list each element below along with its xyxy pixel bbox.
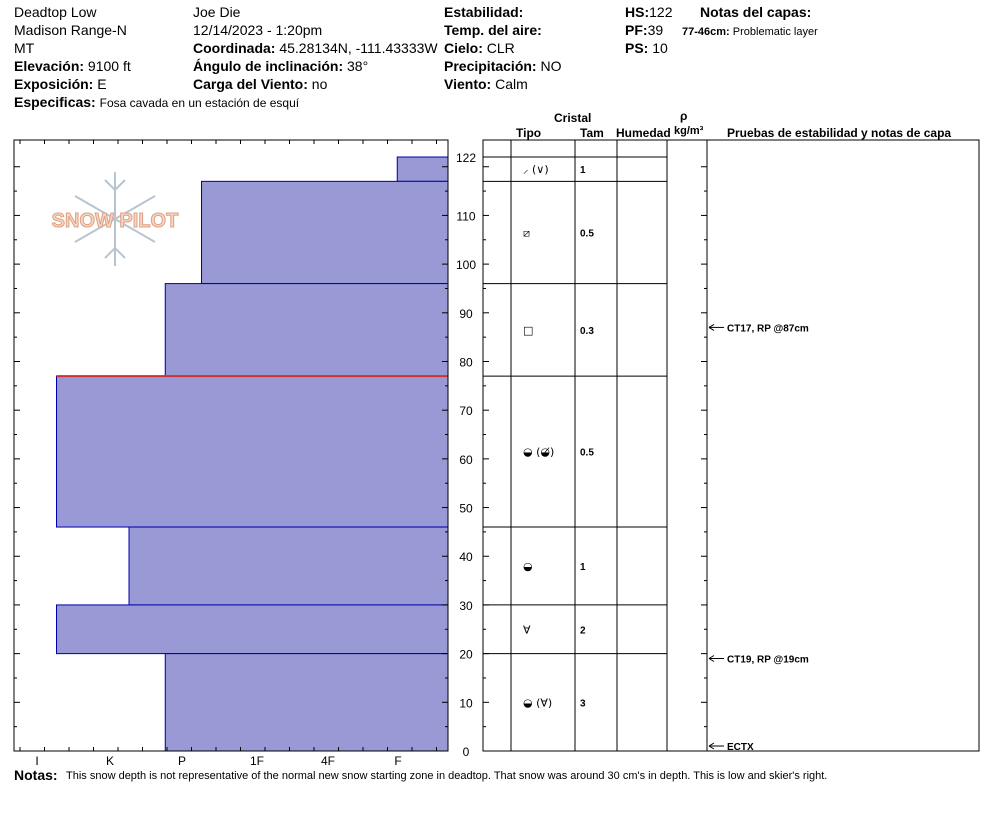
y-tick-label: 40 xyxy=(459,550,473,565)
y-tick-label: 30 xyxy=(459,598,473,613)
hardness-layer-bar xyxy=(165,284,448,377)
stability-test-label: CT17, RP @87cm xyxy=(727,323,809,335)
specifics: Especificas: Fosa cavada en un estación de esquí xyxy=(14,94,300,110)
grain-type-symbol: □ xyxy=(523,323,534,337)
hardness-layer-bar xyxy=(165,654,448,751)
size-header: Tam xyxy=(580,126,604,140)
y-tick-label: 122 xyxy=(455,151,477,165)
hardness-layer-bar xyxy=(57,376,449,527)
y-tick-label: 80 xyxy=(459,355,473,370)
y-tick-label: 90 xyxy=(459,306,473,321)
elevation: Elevación: 9100 ft xyxy=(14,58,131,74)
grain-type-symbol: ◒ (◒̸) xyxy=(523,445,555,459)
rho-header: ρ xyxy=(680,109,688,123)
grain-type-symbol: ◒ (Ɐ) xyxy=(523,696,553,710)
hardness-layer-bar xyxy=(202,181,449,283)
mountain-range: Madison Range-N xyxy=(14,22,127,38)
y-tick-label: 0 xyxy=(462,745,470,759)
y-tick-label: 70 xyxy=(459,404,473,419)
observer: Joe Die xyxy=(193,4,241,20)
aspect: Exposición: E xyxy=(14,76,107,92)
grain-size-label: 0.3 xyxy=(580,325,594,337)
state: MT xyxy=(14,40,35,56)
hardness-label: F xyxy=(394,754,402,768)
hardness-label: K xyxy=(105,754,115,768)
moisture-header: Humedad xyxy=(616,126,671,140)
ps: PS: 10 xyxy=(625,40,668,56)
location-name: Deadtop Low xyxy=(14,4,97,20)
hardness-label: P xyxy=(177,754,187,768)
precipitation: Precipitación: NO xyxy=(444,58,562,74)
hs: HS:122 xyxy=(625,4,673,20)
hardness-label: I xyxy=(35,754,39,768)
wind: Viento: Calm xyxy=(444,76,528,92)
incline: Ángulo de inclinación: 38° xyxy=(193,58,369,74)
notes-label: Notas: xyxy=(14,767,58,783)
grain-size-label: 1 xyxy=(580,561,586,573)
notes-text: This snow depth is not representative of the normal new snow starting zone in deadtop. That snow was around 30 cm's in depth. This is low and skier's right. xyxy=(66,770,828,782)
grain-type-symbol: ⧄ xyxy=(523,226,530,240)
y-tick-label: 10 xyxy=(459,696,473,711)
air-temp-label: Temp. del aire: xyxy=(444,22,542,38)
hardness-layer-bar xyxy=(129,527,448,605)
snow-pilot-logo xyxy=(52,172,179,266)
y-tick-label: 100 xyxy=(455,258,477,273)
sky: Cielo: CLR xyxy=(444,40,515,56)
stability-test-label: CT19, RP @19cm xyxy=(727,654,809,666)
y-tick-label: 110 xyxy=(456,209,476,224)
logo-text: SNOW PILOT xyxy=(51,210,179,232)
hardness-label: 4F xyxy=(320,754,336,768)
grain-type-symbol: Ɐ xyxy=(523,623,531,637)
stability-label: Estabilidad: xyxy=(444,4,524,20)
grain-type-symbol: ⸝ (∨) xyxy=(523,163,549,177)
hardness-layer-bar xyxy=(397,157,448,181)
grain-size-label: 2 xyxy=(580,625,586,637)
y-tick-label: 60 xyxy=(459,452,473,467)
grain-type-symbol: ◒ xyxy=(523,559,533,573)
type-header: Tipo xyxy=(516,126,542,140)
layer-notes-label: Notas del capas: xyxy=(700,4,812,20)
crystal-header: Cristal xyxy=(554,111,592,125)
datetime: 12/14/2023 - 1:20pm xyxy=(193,22,323,38)
grain-size-label: 1 xyxy=(580,165,586,177)
y-tick-label: 20 xyxy=(459,647,473,662)
layer-note: 77-46cm: Problematic layer xyxy=(682,26,818,38)
stability-test-label: ECTX xyxy=(727,742,754,753)
coordinates: Coordinada: 45.28134N, -111.43333W xyxy=(193,40,438,56)
hardness-label: 1F xyxy=(249,754,265,768)
stability-tests-header: Pruebas de estabilidad y notas de capa xyxy=(727,126,952,140)
y-tick-label: 50 xyxy=(459,501,473,516)
pf: PF:39 xyxy=(625,22,664,38)
grain-size-label: 3 xyxy=(580,698,586,710)
grain-size-label: 0.5 xyxy=(580,228,594,240)
grain-size-label: 0.5 xyxy=(580,447,594,459)
hardness-layer-bar xyxy=(57,605,449,654)
density-unit-header: kg/m³ xyxy=(674,125,704,137)
wind-load: Carga del Viento: no xyxy=(193,76,328,92)
